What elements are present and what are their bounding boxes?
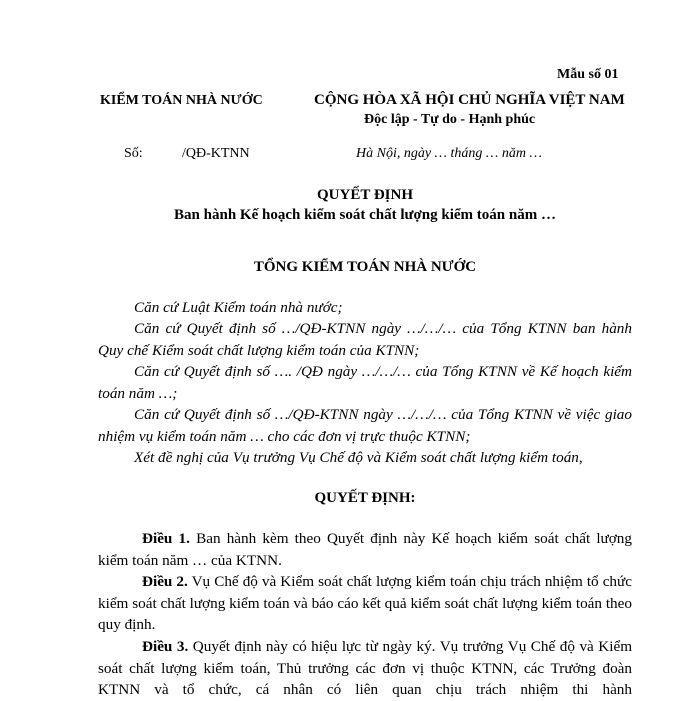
article-1-text: Ban hành kèm theo Quyết định này Kế hoạch kiểm soát chất lượng kiểm toán năm … của KTNN. [98,530,632,569]
article-1-label: Điều 1. [142,530,190,547]
document-number-suffix: /QĐ-KTNN [182,146,250,161]
legal-basis-5: Xét đề nghị của Vụ trưởng Vụ Chế độ và Kiểm soát chất lượng kiểm toán, [134,449,583,466]
place-and-date: Hà Nội, ngày … tháng … năm … [356,146,542,161]
legal-basis-1: Căn cứ Luật Kiểm toán nhà nước; [134,299,343,316]
national-motto: Độc lập - Tự do - Hạnh phúc [364,112,536,127]
article-2-text: Vụ Chế độ và Kiểm soát chất lượng kiểm toán chịu trách nhiệm tổ chức kiểm soát chất lượng kiểm toán và báo cáo kết quả kiểm soát chất lượng kiểm toán theo quy định. [98,573,632,633]
article-2 [98,571,632,636]
document-subtitle: Ban hành Kế hoạch kiểm soát chất lượng kiểm toán năm … [174,207,556,223]
legal-basis-4: Căn cứ Quyết định số …/QĐ-KTNN ngày …/…/… của Tổng KTNN về việc giao nhiệm vụ kiểm toán năm … cho các đơn vị trực thuộc KTNN; [98,406,632,445]
decision-heading: QUYẾT ĐỊNH: [314,490,416,506]
nation-name: CỘNG HÒA XÃ HỘI CHỦ NGHĨA VIỆT NAM [314,92,625,108]
legal-basis-2: Căn cứ Quyết định số …/QĐ-KTNN ngày …/…/… của Tổng KTNN ban hành Quy chế Kiểm soát chất lượng kiểm toán của KTNN; [98,320,632,359]
article-2-label: Điều 2. [142,573,188,590]
article-3-text: Quyết định này có hiệu lực từ ngày ký. Vụ trưởng Vụ Chế độ và Kiểm soát chất lượng kiểm toán, Thủ trưởng các đơn vị thuộc KTNN, các Trưởng đoàn KTNN và tổ chức, cá nhân có liên quan chịu trách nhiệm thi hành [98,638,633,698]
article-3 [98,636,632,701]
form-number: Mẫu số 01 [557,67,619,82]
article-1 [98,528,632,571]
agency-name: KIỂM TOÁN NHÀ NƯỚC [100,93,263,108]
legal-basis-3: Căn cứ Quyết định số …. /QĐ ngày …/…/… của Tổng KTNN về Kế hoạch kiểm toán năm …; [98,363,632,402]
article-3-label: Điều 3. [142,638,189,655]
document-title: QUYẾT ĐỊNH [317,187,413,203]
document-number-label: Số: [124,146,143,161]
issuing-authority: TỔNG KIỂM TOÁN NHÀ NƯỚC [253,259,477,275]
